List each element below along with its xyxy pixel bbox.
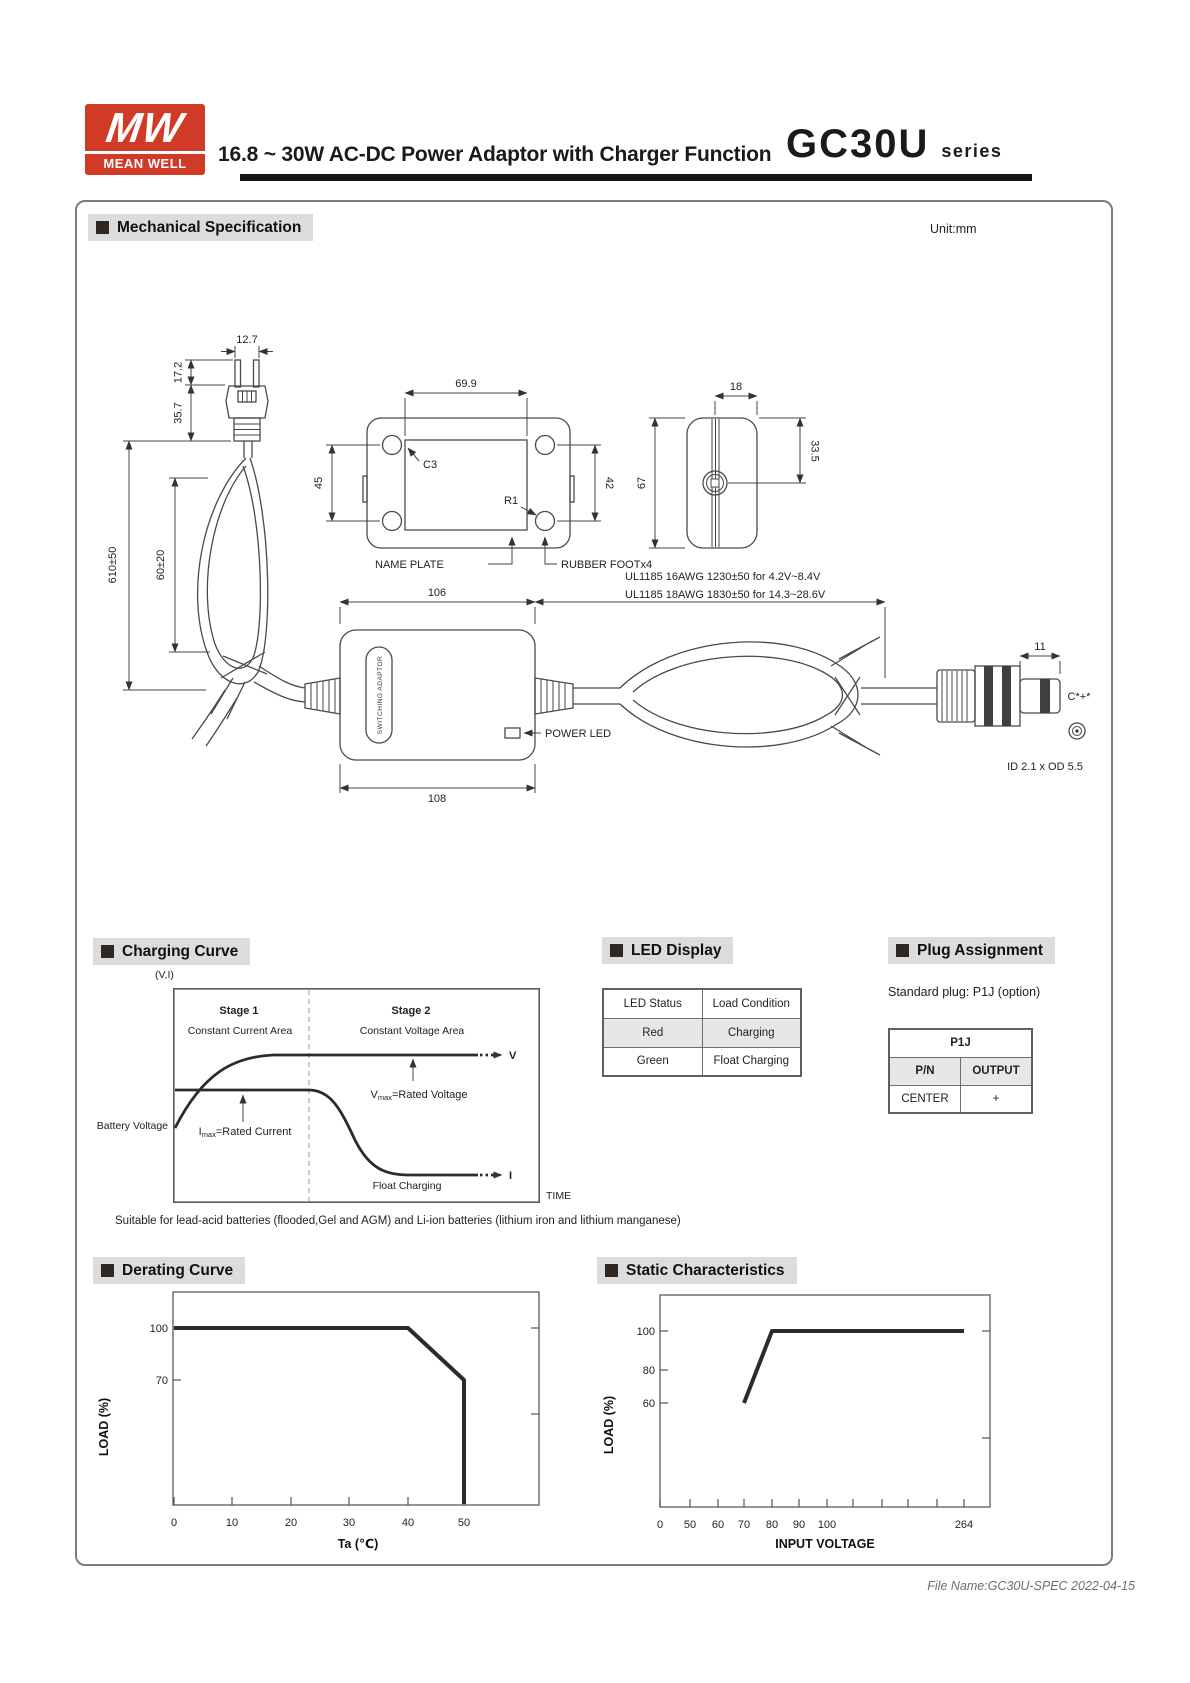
dim-side-width-label: 18 — [729, 381, 743, 393]
x-tick-label: 70 — [737, 1519, 751, 1531]
polarity-note-label: C*+* — [1067, 691, 1091, 703]
table-title-row — [889, 1029, 1032, 1057]
section-derating-curve — [93, 1257, 245, 1284]
charging-axis-note: (V,I) — [155, 969, 174, 981]
output-cable-note-1: UL1185 16AWG 1230±50 for 4.2V~8.4V — [625, 571, 821, 583]
mechanical-drawing — [75, 200, 1115, 860]
document-title: 16.8 ~ 30W AC-DC Power Adaptor with Charger Function — [218, 143, 772, 166]
x-tick-label: 40 — [401, 1517, 415, 1529]
stage2-desc: Constant Voltage Area — [359, 1025, 465, 1037]
logo-mw-text: MW — [103, 103, 187, 151]
output-cable-note-2: UL1185 18AWG 1830±50 for 14.3~28.6V — [625, 589, 826, 601]
imax-label — [199, 1126, 292, 1139]
series-name: GC30U — [786, 122, 930, 166]
case-top-view — [313, 378, 652, 571]
table-header-row — [889, 1057, 1032, 1085]
section-bullet-icon — [101, 945, 114, 958]
ac-plug-drawing — [192, 360, 305, 746]
section-bullet-icon — [896, 944, 909, 957]
x-tick-label: 0 — [170, 1517, 178, 1529]
x-tick-label: 80 — [765, 1519, 779, 1531]
section-title: Static Characteristics — [626, 1261, 785, 1279]
section-led-display — [602, 937, 733, 964]
y-tick-label: 70 — [155, 1375, 168, 1387]
corner-c3-label: C3 — [423, 459, 438, 471]
dc-plug-spec-label: ID 2.1 x OD 5.5 — [1007, 761, 1083, 773]
vmax-subscript: max — [377, 1093, 392, 1102]
x-tick-label: 0 — [656, 1519, 664, 1531]
x-axis-title: Ta (℃) — [337, 1537, 379, 1551]
x-tick-label: 30 — [342, 1517, 356, 1529]
section-bullet-icon — [610, 944, 623, 957]
v-arrow-label: V — [509, 1050, 517, 1062]
dim-case-top-label: 106 — [427, 587, 447, 599]
vmax-label — [370, 1089, 467, 1102]
case-print-label: SWITCHING ADAPTOR — [377, 655, 384, 735]
dim-cable-bundle-label: 60±20 — [155, 549, 167, 581]
logo-brand-text: MEAN WELL — [85, 151, 205, 175]
led-status-cell: Green — [603, 1047, 702, 1076]
corner-r1-label: R1 — [504, 495, 519, 507]
vmax-rest: =Rated Voltage — [391, 1089, 468, 1101]
pn-cell: CENTER — [889, 1085, 961, 1113]
section-bullet-icon — [101, 1264, 114, 1277]
float-charging-label: Float Charging — [372, 1180, 442, 1192]
dim-plug-body-label: 35.7 — [172, 402, 185, 424]
plug-table-title: P1J — [889, 1029, 1032, 1057]
section-bullet-icon — [605, 1264, 618, 1277]
adaptor-assembly-drawing — [305, 571, 1091, 805]
y-tick-label: 100 — [636, 1326, 655, 1338]
imax-symbol: I — [198, 1126, 202, 1138]
load-condition-cell: Float Charging — [702, 1047, 801, 1076]
x-tick-label: 90 — [792, 1519, 806, 1531]
stage2-label: Stage 2 — [391, 1005, 431, 1017]
dim-dc-plug-label: 11 — [1034, 641, 1046, 653]
table-header-row — [603, 989, 801, 1018]
table-row — [889, 1085, 1032, 1113]
charging-curve-diagram — [173, 988, 540, 1203]
y-tick-label: 100 — [149, 1323, 168, 1335]
dim-case-left-label: 45 — [313, 476, 325, 490]
dim-prong-length-label: 17.2 — [172, 361, 185, 384]
y-axis-title: LOAD (%) — [602, 1395, 616, 1455]
led-status-header: LED Status — [603, 989, 702, 1018]
section-title: Derating Curve — [122, 1261, 234, 1279]
standard-plug-note: Standard plug: P1J (option) — [888, 985, 1041, 999]
imax-subscript: max — [201, 1130, 216, 1139]
time-axis-label: TIME — [546, 1190, 572, 1202]
output-cell: + — [961, 1085, 1033, 1113]
case-side-view — [636, 381, 821, 548]
power-led-label: POWER LED — [545, 728, 612, 740]
suitability-note: Suitable for lead-acid batteries (flooded,Gel and AGM) and Li-ion batteries (lithium iron and lithium manganese) — [115, 1215, 681, 1227]
footer-filename: File Name:GC30U-SPEC 2022-04-15 — [927, 1579, 1135, 1593]
load-condition-cell: Charging — [702, 1018, 801, 1047]
load-condition-header: Load Condition — [702, 989, 801, 1018]
x-tick-label: 10 — [225, 1517, 239, 1529]
dim-prong-pitch-label: 12.7 — [236, 334, 258, 346]
led-status-cell: Red — [603, 1018, 702, 1047]
dim-case-right-label: 42 — [603, 476, 615, 490]
x-tick-label: 50 — [457, 1517, 471, 1529]
section-title: Mechanical Specification — [117, 218, 302, 236]
dim-case-inner-width-label: 69.9 — [455, 378, 477, 390]
stage1-label: Stage 1 — [219, 1005, 259, 1017]
plug-assignment-table — [888, 1028, 1033, 1114]
pn-header: P/N — [889, 1057, 961, 1085]
section-title: Plug Assignment — [917, 941, 1044, 959]
dim-side-height-label: 67 — [636, 476, 648, 490]
x-axis-title: INPUT VOLTAGE — [775, 1537, 875, 1551]
table-row — [603, 1047, 801, 1076]
dim-side-offset-label: 33.5 — [808, 440, 821, 462]
section-static-characteristics — [597, 1257, 797, 1284]
ac-plug-dimensions — [107, 334, 273, 690]
battery-voltage-label: Battery Voltage — [96, 1120, 168, 1132]
section-title: LED Display — [631, 941, 722, 959]
i-arrow-label: I — [509, 1170, 513, 1182]
rubber-foot-label: RUBBER FOOTx4 — [561, 559, 653, 571]
section-title: Charging Curve — [122, 942, 239, 960]
unit-note: Unit:mm — [930, 222, 977, 236]
series-title — [786, 122, 1002, 167]
table-row — [603, 1018, 801, 1047]
output-header: OUTPUT — [961, 1057, 1033, 1085]
x-tick-label: 60 — [711, 1519, 725, 1531]
x-tick-label: 50 — [683, 1519, 697, 1531]
x-tick-label: 20 — [284, 1517, 298, 1529]
dim-case-bottom-label: 108 — [427, 793, 447, 805]
static-characteristics-chart — [585, 1285, 1065, 1560]
vmax-symbol: V — [370, 1089, 378, 1101]
x-tick-label: 264 — [954, 1519, 974, 1531]
derating-curve-chart — [90, 1285, 560, 1560]
led-status-table — [602, 988, 802, 1077]
x-tick-label: 100 — [817, 1519, 837, 1531]
dim-input-cable-label: 610±50 — [107, 546, 119, 584]
polarity-center-dot-icon — [1075, 729, 1078, 732]
y-tick-label: 80 — [642, 1365, 655, 1377]
imax-rest: =Rated Current — [215, 1126, 292, 1138]
section-plug-assignment — [888, 937, 1055, 964]
stage1-desc: Constant Current Area — [187, 1025, 293, 1037]
y-axis-title: LOAD (%) — [97, 1397, 111, 1457]
title-rule — [240, 174, 1032, 181]
series-word: series — [941, 141, 1003, 161]
name-plate-label: NAME PLATE — [375, 559, 444, 571]
section-charging-curve — [93, 938, 250, 965]
meanwell-logo — [85, 104, 205, 175]
y-tick-label: 60 — [642, 1398, 655, 1410]
